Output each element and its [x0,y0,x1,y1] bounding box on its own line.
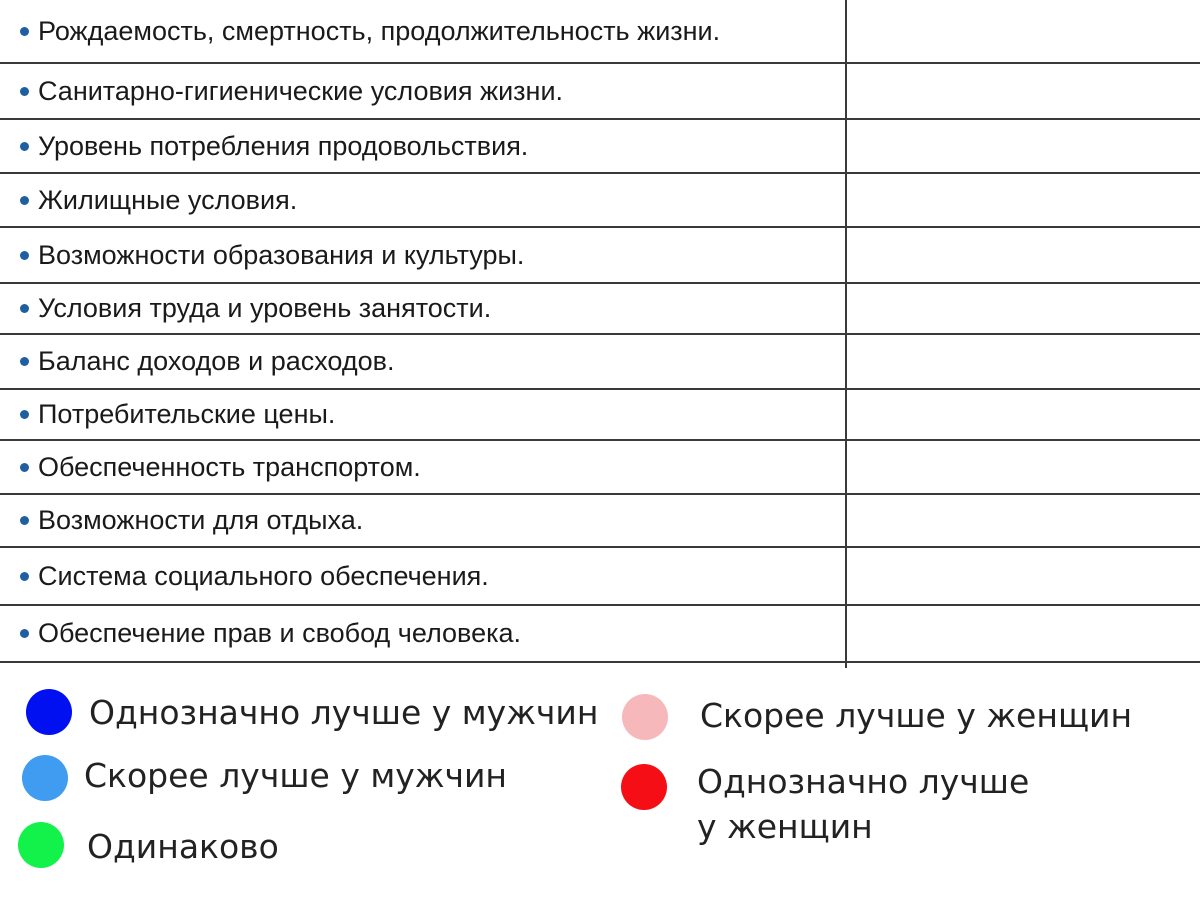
row-label-rights: Обеспечение прав и свобод человека. [38,618,522,648]
row-label-social: Система социального обеспечения. [38,560,489,591]
legend-label-women-definitely-line1: Однозначно лучше [697,762,1030,801]
table-row [0,284,1200,335]
bullet-icon [20,304,29,313]
bullet-icon [20,572,29,581]
bullet-icon [20,27,29,36]
table-row [0,441,1200,495]
bullet-icon [20,87,29,96]
row-label-food: Уровень потребления продовольствия. [38,130,529,161]
table-row [0,606,1200,663]
table-row [0,495,1200,548]
row-label-prices: Потребительские цены. [38,399,336,429]
row-label-housing: Жилищные условия. [38,184,298,215]
bullet-icon [20,196,29,205]
legend-label-men-definitely: Однозначно лучше у мужчин [89,693,599,732]
row-label-labor: Условия труда и уровень занятости. [38,293,492,323]
bullet-icon [20,516,29,525]
bullet-icon [20,142,29,151]
table-row [0,174,1200,228]
table-row [0,64,1200,120]
legend-dot-men-definitely [26,689,72,735]
row-label-birth-death: Рождаемость, смертность, продолжительность жизни. [38,15,721,46]
legend-dot-men-rather [22,755,68,801]
bullet-icon [20,463,29,472]
row-label-education: Возможности образования и культуры. [38,239,525,270]
bullet-icon [20,629,29,638]
legend-label-women-rather: Скорее лучше у женщин [700,696,1133,735]
legend-dot-women-rather [622,694,668,740]
legend-label-men-rather: Скорее лучше у мужчин [84,756,508,795]
table-row [0,0,1200,64]
legend-dot-equal [18,822,64,868]
table-row [0,335,1200,390]
bullet-icon [20,357,29,366]
table-row [0,228,1200,284]
legend-dot-women-definitely [621,764,667,810]
row-label-income: Баланс доходов и расходов. [38,346,395,376]
legend-label-women-definitely-line2: у женщин [697,807,873,846]
column-divider [845,0,847,668]
table-row [0,390,1200,441]
bullet-icon [20,251,29,260]
table-row [0,120,1200,174]
row-label-transport: Обеспеченность транспортом. [38,451,421,482]
row-label-leisure: Возможности для отдыха. [38,505,364,535]
bullet-icon [20,410,29,419]
row-label-sanitary: Санитарно-гигиенические условия жизни. [38,75,564,106]
table-row [0,548,1200,606]
legend-label-equal: Одинаково [87,827,279,866]
